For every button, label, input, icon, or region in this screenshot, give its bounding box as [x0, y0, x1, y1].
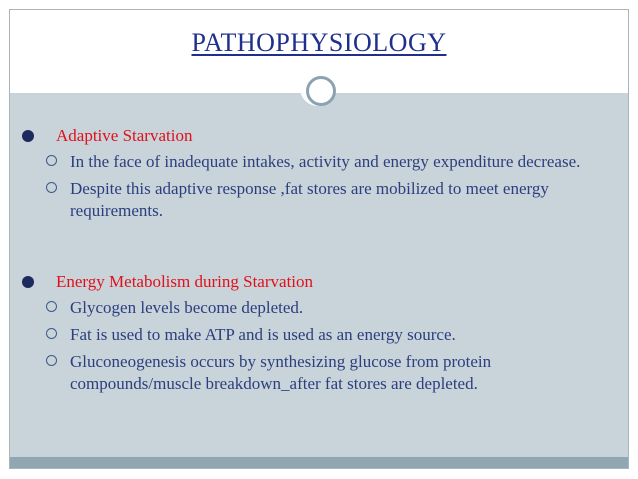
sub-point — [42, 324, 615, 346]
filled-circle-bullet-icon — [22, 130, 34, 142]
bottom-band — [10, 457, 628, 468]
sub-point — [42, 151, 615, 173]
sub-point-list — [56, 151, 615, 222]
hollow-circle-bullet-icon — [46, 155, 57, 166]
sub-point-text: Glycogen levels become depleted. — [70, 298, 304, 317]
section-adaptive-starvation — [20, 125, 615, 222]
slide-title: PATHOPHYSIOLOGY — [191, 28, 447, 57]
hollow-circle-bullet-icon — [46, 301, 57, 312]
section-energy-metabolism — [20, 271, 615, 395]
slide-content — [20, 125, 615, 400]
ring-ornament-icon — [300, 70, 336, 106]
sub-point-text: Despite this adaptive response ,fat stores are mobilized to meet energy requirements. — [70, 179, 549, 220]
sub-point-list — [56, 297, 615, 395]
hollow-circle-bullet-icon — [46, 182, 57, 193]
sub-point — [42, 297, 615, 319]
sub-point-text: Fat is used to make ATP and is used as an energy source. — [70, 325, 456, 344]
slide — [9, 9, 629, 469]
section-heading: Energy Metabolism during Starvation — [56, 272, 314, 291]
sub-point — [42, 351, 615, 395]
section-heading: Adaptive Starvation — [56, 126, 193, 145]
sub-point-text: Gluconeogenesis occurs by synthesizing glucose from protein compounds/muscle breakdown_after fat stores are depleted. — [70, 352, 492, 393]
filled-circle-bullet-icon — [22, 276, 34, 288]
sub-point-text: In the face of inadequate intakes, activity and energy expenditure decrease. — [70, 152, 581, 171]
sub-point — [42, 178, 615, 222]
hollow-circle-bullet-icon — [46, 355, 57, 366]
hollow-circle-bullet-icon — [46, 328, 57, 339]
